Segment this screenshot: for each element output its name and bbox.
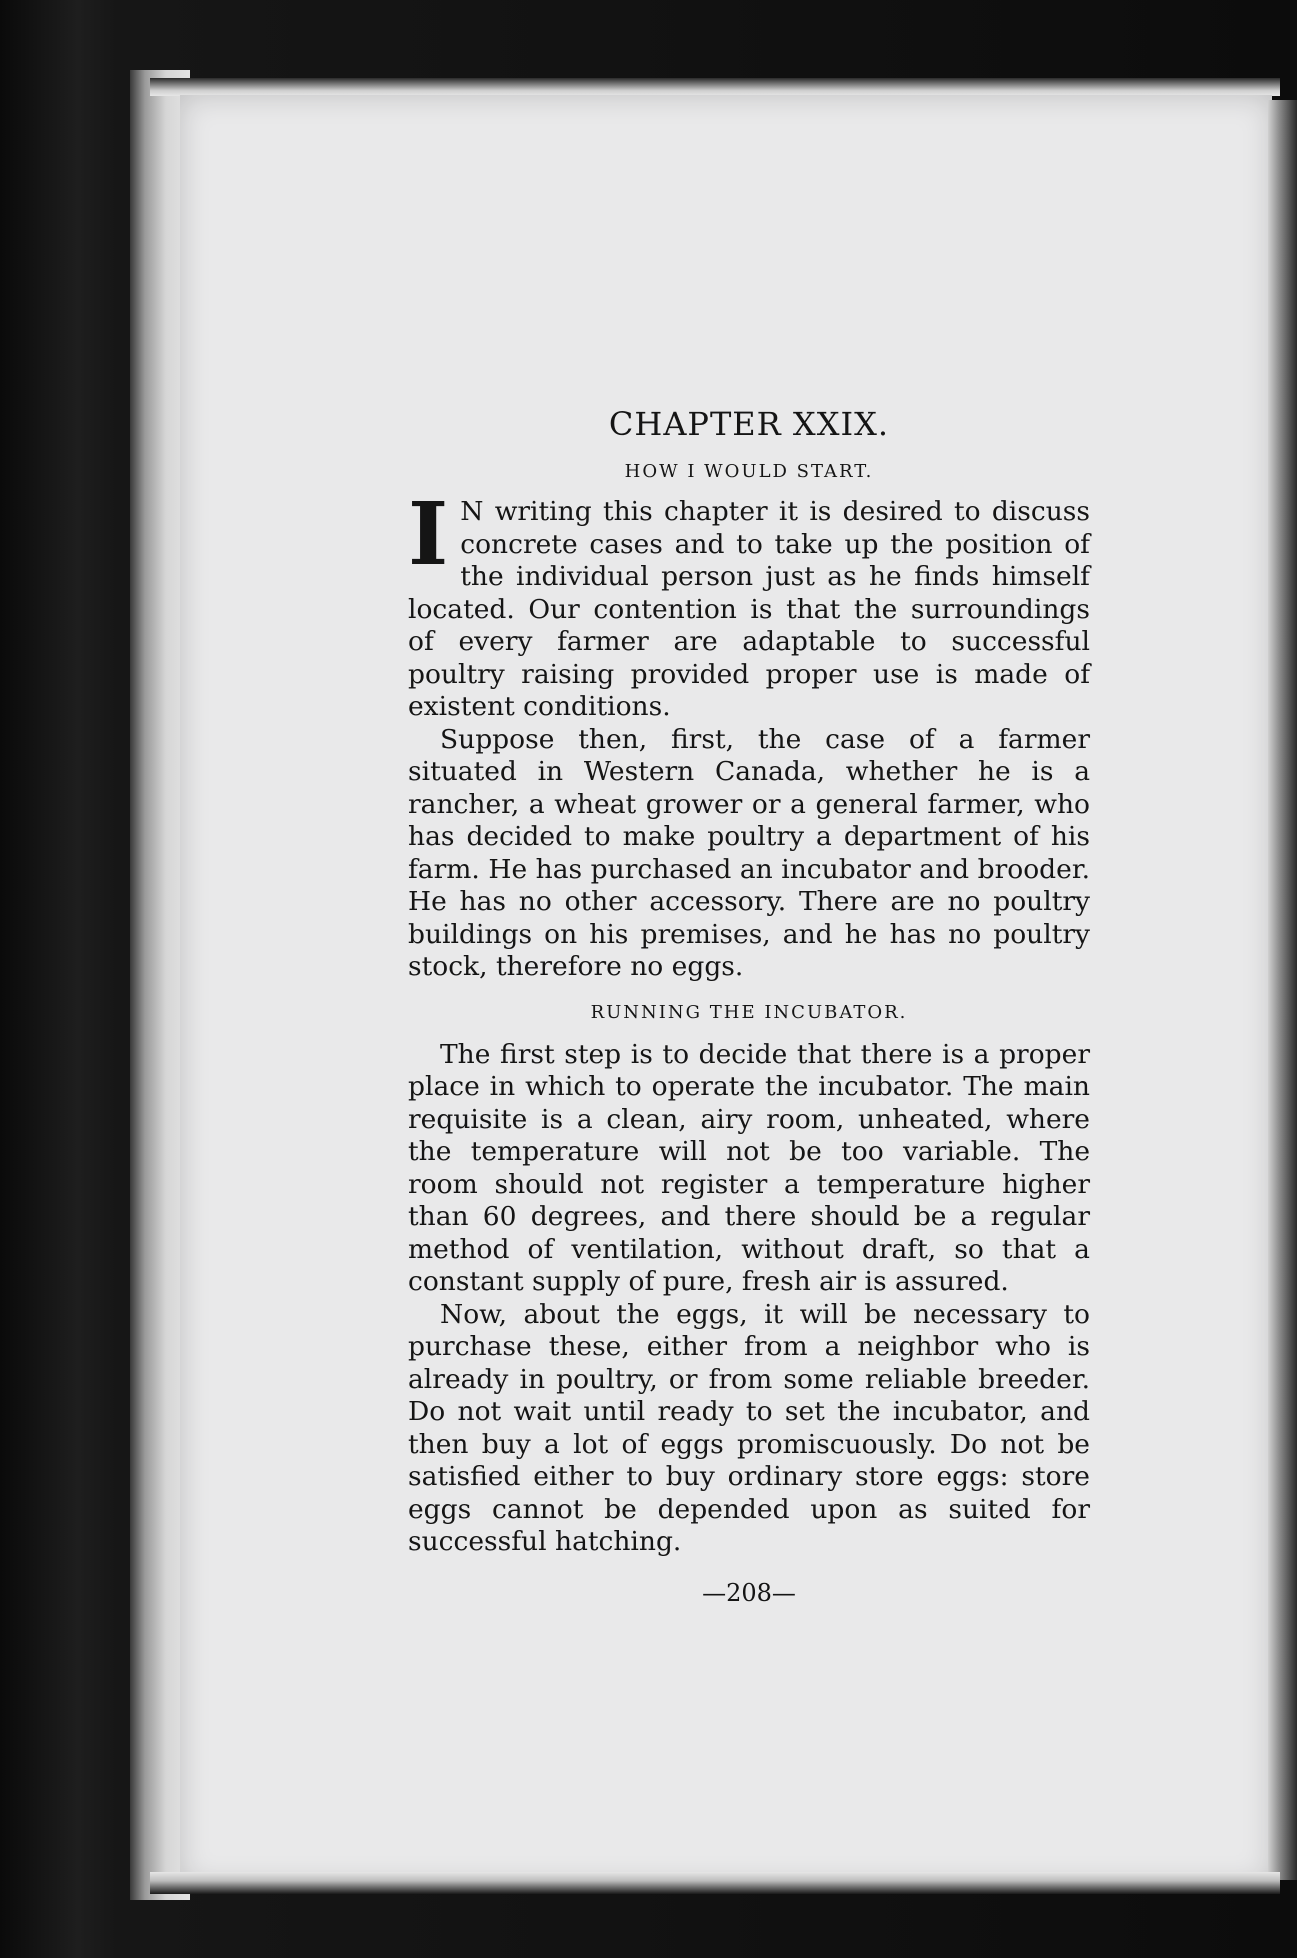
page-top-edge: [150, 78, 1280, 96]
paragraph-1-text: N writing this chapter it is desired to discuss concrete cases and to take up the position of the individual person just as he finds himself located. Our contention is that the surroundings of every farmer are adaptable to successful poultry raising provided proper use is made of existent conditions.: [408, 496, 1090, 722]
chapter-title: CHAPTER XXIX.: [608, 405, 890, 443]
subheading: RUNNING THE INCUBATOR.: [590, 1001, 908, 1023]
paragraph-4: Now, about the eggs, it will be necessary to purchase these, either from a neighbor who is already in poultry, or from some reliable breeder. Do not wait until ready to set the incubator, and then buy a lot of eggs promiscuously. Do not be satisfied either to buy ordinary store eggs: store eggs cannot be depended upon as suited for successful hatching.: [408, 1298, 1090, 1557]
paragraph-3: The first step is to decide that there is a proper place in which to operate the incubator. The main requisite is a clean, airy room, unheated, where the temperature will not be too variable. The room should not register a temperature higher than 60 degrees, and there should be a regular method of ventilation, without draft, so that a constant supply of pure, fresh air is assured.: [408, 1038, 1090, 1297]
drop-cap: I: [408, 484, 449, 585]
section-heading: HOW I WOULD START.: [624, 461, 874, 482]
paragraph-2: Suppose then, first, the case of a farmer situated in Western Canada, whether he is a rancher, a wheat grower or a general farmer, who has decided to make poultry a department of his farm. He has purchased an incubator and brooder. He has no other accessory. There are no poultry buildings on his premises, and he has no poultry stock, therefore no eggs.: [408, 723, 1090, 982]
page-bottom-edge: [150, 1872, 1280, 1894]
text-block: [408, 405, 1090, 1607]
page-right-edge: [1268, 100, 1297, 1880]
paragraph-1: [408, 484, 1090, 724]
page-number: —208—: [702, 1578, 796, 1607]
